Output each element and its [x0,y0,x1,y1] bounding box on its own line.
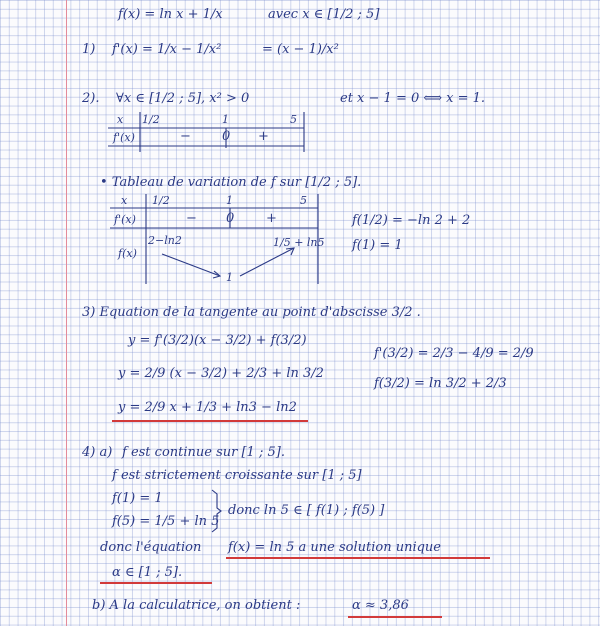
function-definition: f(x) = ln x + 1/x [118,7,223,22]
q4b-value-underline [348,616,442,618]
function-domain: avec x ∈ [1/2 ; 5] [268,7,380,22]
var-table-deriv-label: f'(x) [114,213,136,226]
var-table-x-label: x [121,194,128,207]
sign-table-x-label: x [117,113,124,126]
var-sign-zero: 0 [226,211,235,226]
q1-derivative: f'(x) = 1/x − 1/x² [112,42,222,57]
var-sign-minus: − [186,211,197,226]
q3-side1: f'(3/2) = 2/3 − 4/9 = 2/9 [374,346,534,361]
q4-brace2: f(5) = 1/5 + ln 5 [112,514,220,529]
q1-result: = (x − 1)/x² [262,42,339,57]
q3-line1: y = f'(3/2)(x − 3/2) + f(3/2) [128,333,307,348]
sign-minus: − [180,129,191,144]
q1-label: 1) [82,42,96,57]
var-f-start: 2−ln2 [148,234,182,247]
var-table-x-start: 1/2 [152,194,170,207]
q3-line2: y = 2/9 (x − 3/2) + 2/3 + ln 3/2 [118,366,324,381]
var-sign-plus: + [266,211,277,226]
q3-title: 3) Equation de la tangente au point d'abscisse 3/2 . [82,305,421,320]
variation-title: • Tableau de variation de f sur [1/2 ; 5]. [100,175,362,190]
sign-table-row-label: f'(x) [113,131,135,144]
q2-root: et x − 1 = 0 ⟺ x = 1. [340,91,486,106]
q4-donc1: donc ln 5 ∈ [ f(1) ; f(5) ] [228,503,385,518]
q3-answer-underline [112,420,308,422]
var-table-x-end: 5 [300,194,307,207]
q2-label: 2). [82,91,100,106]
q2-condition: ∀x ∈ [1/2 ; 5], x² > 0 [116,91,250,106]
sign-zero: 0 [222,129,231,144]
q4-conclusion-a: donc l'équation [100,540,202,555]
value-f-one: f(1) = 1 [352,238,403,253]
var-f-min: 1 [226,271,233,284]
q3-side2: f(3/2) = ln 3/2 + 2/3 [374,376,507,391]
q4-brace1: f(1) = 1 [112,491,163,506]
sign-plus: + [258,129,269,144]
margin-line [66,0,67,626]
var-f-end: 1/5 + ln5 [273,236,325,249]
sign-table-lines [108,112,308,152]
sign-table-x-end: 5 [290,113,297,126]
q4-conclusion-b: f(x) = ln 5 a une solution unique [228,540,441,555]
q4-line1: f est continue sur [1 ; 5]. [122,445,285,460]
q4b-label: b) A la calculatrice, on obtient : [92,598,301,613]
var-table-x-mid: 1 [226,194,233,207]
q4b-value: α ≈ 3,86 [352,598,409,613]
q3-line3: y = 2/9 x + 1/3 + ln3 − ln2 [118,400,297,415]
value-f-half: f(1/2) = −ln 2 + 2 [352,213,471,228]
q4-label: 4) a) [82,445,113,460]
brace-icon [210,488,224,534]
sign-table-x-start: 1/2 [142,113,160,126]
q4-conclusion-c: α ∈ [1 ; 5]. [112,565,183,580]
var-table-f-label: f(x) [118,247,137,260]
q4-conclusion-underline [226,557,490,559]
q4-line2: f est strictement croissante sur [1 ; 5] [112,468,362,483]
sign-table-x-mid: 1 [222,113,229,126]
q4-alpha-underline [100,582,212,584]
